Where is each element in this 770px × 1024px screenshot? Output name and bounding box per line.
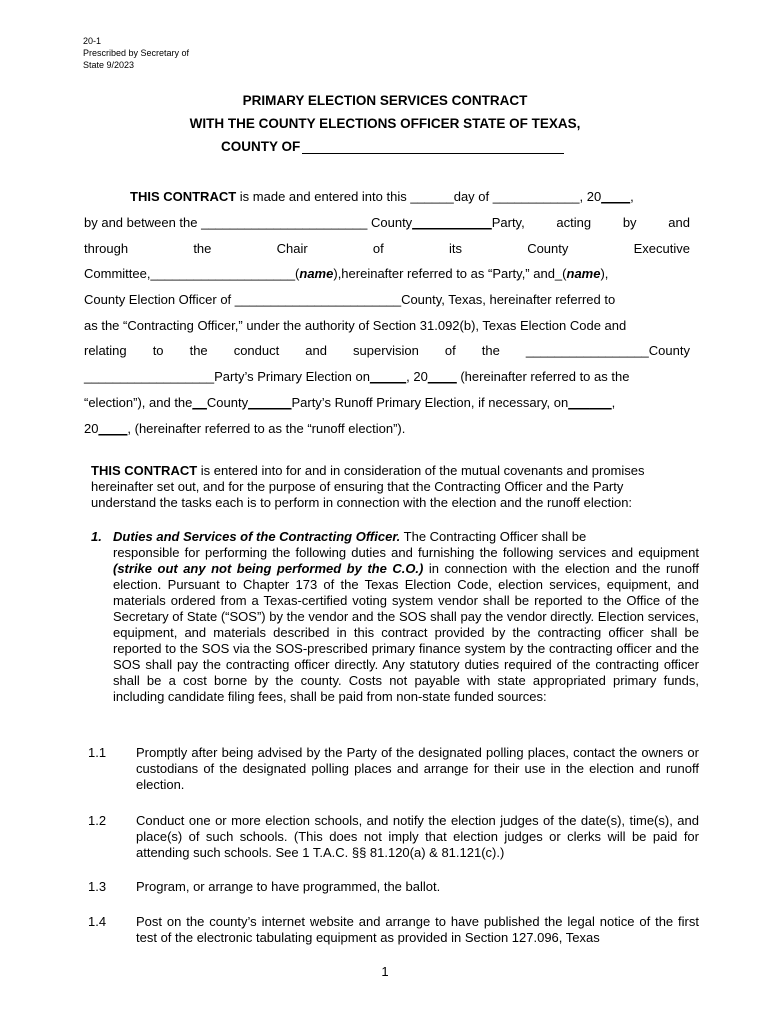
list-item — [88, 813, 699, 861]
election-year-blank: ____ — [427, 369, 457, 384]
intro-l3-word: through — [84, 241, 129, 256]
intro-line-7 — [84, 343, 690, 359]
this-contract-bold: THIS CONTRACT — [130, 189, 237, 204]
item-text: Conduct one or more election schools, and notify the election judges of the date(s), time(s), and place(s) of such schools. (This does not imply that election judges or clerks will be paid for attending such schools. See 1 T.A.C. §§ 81.120(a) & 81.121(c).) — [136, 813, 699, 860]
intro-l7-word: the — [189, 343, 208, 358]
intro-l7-word: supervision — [353, 343, 419, 358]
intro-l2-w3: acting — [556, 215, 592, 230]
page-number: 1 — [381, 964, 389, 979]
intro-l7-word: the — [481, 343, 500, 358]
county-of-label: COUNTY OF — [221, 139, 301, 154]
intro-line-10: 20____, (hereinafter referred to as the “runoff election”). — [84, 421, 406, 436]
item-number: 1.1 — [88, 745, 107, 760]
section-number: 1. — [91, 529, 102, 544]
intro-l7-word: conduct — [233, 343, 280, 358]
item-number: 1.2 — [88, 813, 107, 828]
intro-line-2 — [84, 215, 690, 231]
intro-line-3 — [84, 241, 690, 257]
this-contract-bold: THIS CONTRACT — [91, 463, 198, 478]
year-blank: ____ — [601, 189, 631, 204]
list-item — [88, 914, 699, 946]
form-identifier — [83, 35, 189, 71]
contract-title-line3 — [221, 139, 564, 154]
intro-l3-word: the — [193, 241, 212, 256]
intro-l1-end: , — [630, 189, 634, 204]
intro-l3-word: County — [527, 241, 569, 256]
intro-l3-word: Executive — [633, 241, 690, 256]
section-lead: The Contracting Officer shall be — [400, 529, 587, 544]
consideration-paragraph — [91, 463, 691, 511]
intro-l7-word: _________________County — [525, 343, 690, 358]
strike-out-note: (strike out any not being performed by the C.O.) — [113, 561, 424, 576]
intro-l3-word: its — [448, 241, 462, 256]
intro-l2-part1: by and between the _______________________ County___________Party, — [84, 215, 525, 230]
consideration-text: is entered into for and in consideration of the mutual covenants and promises hereinafter set out, and for the purpose of ensuring that the Contracting Officer and the Party understand the tasks each is to perform in connection with the election and the runoff election: — [91, 463, 645, 510]
prescribed-date-line: State 9/2023 — [83, 60, 135, 70]
intro-l7-word: to — [152, 343, 164, 358]
intro-l7-word: of — [444, 343, 456, 358]
intro-l3-word: Chair — [276, 241, 308, 256]
contract-title-line2: WITH THE COUNTY ELECTIONS OFFICER STATE OF TEXAS, — [189, 116, 581, 131]
list-item — [88, 745, 699, 793]
intro-line-5: County Election Officer of _______________________County, Texas, hereinafter referred to — [84, 292, 616, 307]
intro-line-6: as the “Contracting Officer,” under the authority of Section 31.092(b), Texas Election Code and — [84, 318, 627, 333]
intro-line-1 — [84, 189, 690, 205]
runoff-party-blank: ______ — [248, 395, 292, 410]
section-1 — [91, 529, 699, 705]
list-item — [88, 879, 699, 895]
contract-title-line1: PRIMARY ELECTION SERVICES CONTRACT — [242, 93, 528, 108]
intro-l3-word: of — [372, 241, 384, 256]
item-number: 1.4 — [88, 914, 107, 929]
section-heading-text — [113, 529, 699, 545]
form-number: 20-1 — [83, 36, 102, 46]
runoff-date-blank: ___ — [568, 395, 590, 410]
runoff-county-blank: __ — [192, 395, 207, 410]
party-blank: ___________ — [412, 215, 492, 230]
intro-l2-w5: and — [668, 215, 690, 230]
election-date-blank: _____ — [369, 369, 407, 384]
intro-l7-word: and — [305, 343, 327, 358]
intro-l2-w4: by — [622, 215, 637, 230]
section-1-body: responsible for performing the following duties and furnishing the following services and equipment (strike out any not being performed by the C.O.) in connection with the election and the runoff election. Pursuant to Chapter 173 of the Texas Election Code, election services, equipment, and materials ordered from a Texas-certified voting system vendor shall be reported to the Office of the Secretary of State (“SOS”) by the vendor and the SOS shall pay the vendor directly. Election services, equipment, and materials described in this contract provided by the contracting officer shall be reported to the SOS via the SOS-prescribed primary finance system by the contracting officer and the SOS shall pay the contracting officer directly. Any statutory duties required of the contracting officer shall be a cost borne by the county. Costs not payable with state appropriated primary funds, including candidate filing fees, shall be paid from non-state funded sources: — [113, 545, 699, 704]
runoff-date-blank-2: ___ — [589, 395, 612, 410]
intro-l7-word: relating — [84, 343, 127, 358]
intro-line-4: Committee,____________________(name),hereinafter referred to as “Party,” and_(name), — [84, 266, 609, 281]
name-placeholder: name — [299, 266, 334, 281]
intro-line-8: __________________Party’s Primary Election on_____, 20____ (hereinafter referred to as the — [84, 369, 630, 384]
section-1-heading-line — [91, 529, 699, 545]
item-text: Program, or arrange to have programmed, the ballot. — [136, 879, 441, 894]
intro-line-9: “election”), and the__County______Party’s Runoff Primary Election, if necessary, on______, — [84, 395, 616, 410]
item-text: Post on the county’s internet website and arrange to have published the legal notice of the first test of the electronic tabulating equipment as provided in Section 127.096, Texas — [136, 914, 699, 945]
county-blank — [302, 140, 564, 154]
section-heading: Duties and Services of the Contracting Officer. — [113, 529, 401, 544]
intro-l1-text: is made and entered into this ______day of ____________, 20 — [236, 189, 602, 204]
runoff-year-blank: ____ — [98, 421, 128, 436]
prescribed-by-line: Prescribed by Secretary of — [83, 48, 190, 58]
item-number: 1.3 — [88, 879, 107, 894]
name-placeholder: name — [566, 266, 601, 281]
item-text: Promptly after being advised by the Party of the designated polling places, contact the owners or custodians of the designated polling places and arrange for their use in the election and runoff election. — [136, 745, 699, 792]
